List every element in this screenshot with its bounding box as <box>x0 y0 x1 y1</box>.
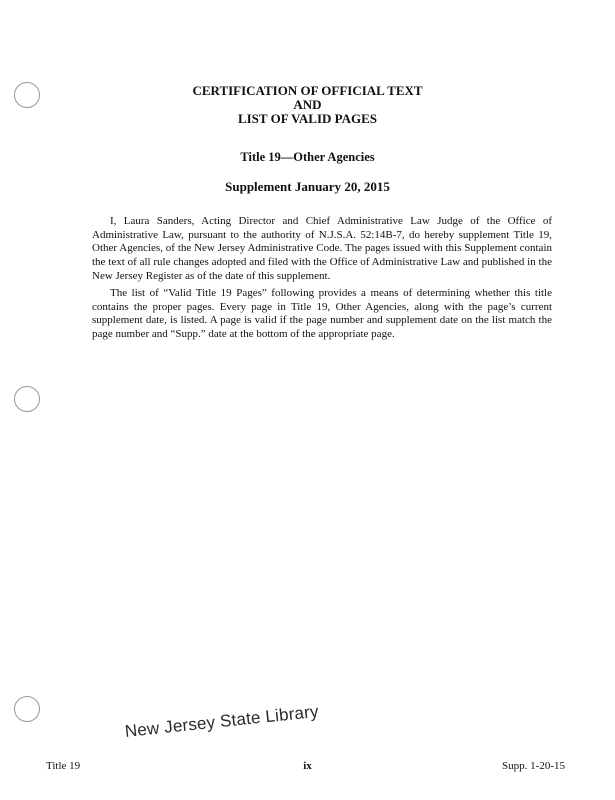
footer-page-number: ix <box>303 760 312 772</box>
title-heading: Title 19—Other Agencies <box>240 150 375 164</box>
footer-title: Title 19 <box>46 760 81 772</box>
punch-hole <box>14 696 40 722</box>
supplement-heading: Supplement January 20, 2015 <box>225 179 390 194</box>
heading-line-2: AND <box>293 97 322 112</box>
heading-line-1: CERTIFICATION OF OFFICIAL TEXT <box>192 83 423 98</box>
paragraph-valid-pages: The list of “Valid Title 19 Pages” following provides a means of determining whether this title contains the proper pages. Every page in Title 19, Other Agencies, along with the page’s current supplement date, is listed. A page is valid if the page number and supplement date on the list match the page number and “Supp.” date at the bottom of the appropriate page. <box>92 287 552 341</box>
heading-line-3: LIST OF VALID PAGES <box>237 111 378 126</box>
footer-supplement-date: Supp. 1-20-15 <box>502 760 565 772</box>
punch-hole <box>14 386 40 412</box>
paragraph-certification: I, Laura Sanders, Acting Director and Chief Administrative Law Judge of the Office of Administrative Law, pursuant to the authority of N.J.S.A. 52:14B-7, do hereby supplement Title 19, Other Agencies, of the New Jersey Administrative Code. The pages issued with this Supplement contain the text of all rule changes adopted and filed with the Office of Administrative Law and published in the New Jersey Register as of the date of this supplement. <box>92 215 552 282</box>
library-stamp: New Jersey State Library <box>123 701 320 742</box>
